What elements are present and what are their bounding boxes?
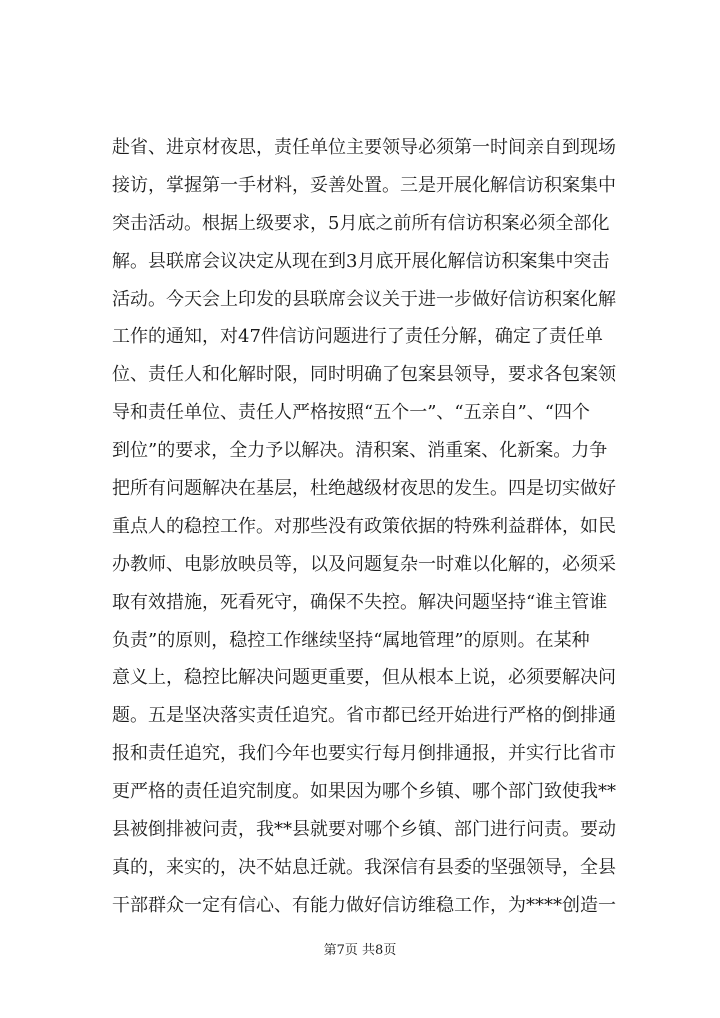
text-line: 县被倒排被问责，我**县就要对哪个乡镇、部门进行问责。要动 [112, 819, 616, 841]
body-text [112, 129, 632, 925]
text-line: 突击活动。根据上级要求，5月底之前所有信访积案必须全部化 [112, 212, 610, 234]
text-line: 接访，掌握第一手材料，妥善处置。三是开展化解信访积案集中 [112, 174, 616, 196]
text-line: 更严格的责任追究制度。如果因为哪个乡镇、哪个部门致使我** [112, 781, 616, 803]
text-line: 导和责任单位、责任人严格按照“五个一”、“五亲自”、“四个 [112, 402, 591, 424]
text-line: 取有效措施，死看死守，确保不失控。解决问题坚持“谁主管谁 [112, 591, 608, 613]
text-line: 题。五是坚决落实责任追究。省市都已经开始进行严格的倒排通 [112, 705, 616, 727]
text-line: 解。县联席会议决定从现在到3月底开展化解信访积案集中突击 [112, 250, 610, 272]
text-line: 干部群众一定有信心、有能力做好信访维稳工作，为****创造一 [112, 894, 616, 916]
text-line: 工作的通知，对47件信访问题进行了责任分解，确定了责任单 [112, 326, 603, 348]
text-line: 到位”的要求，全力予以解决。清积案、消重案、化新案。力争 [112, 440, 608, 462]
text-line: 报和责任追究，我们今年也要实行每月倒排通报，并实行比省市 [112, 743, 616, 765]
text-line: 真的，来实的，决不姑息迁就。我深信有县委的坚强领导，全县 [112, 856, 616, 878]
text-line: 负责”的原则，稳控工作继续坚持“属地管理”的原则。在某种 [112, 629, 590, 651]
text-line: 赴省、进京材夜思，责任单位主要领导必须第一时间亲自到现场 [112, 137, 616, 158]
text-line: 把所有问题解决在基层，杜绝越级材夜思的发生。四是切实做好 [112, 478, 616, 500]
text-line: 意义上，稳控比解决问题更重要，但从根本上说，必须要解决问 [112, 667, 616, 689]
text-line: 办教师、电影放映员等，以及问题复杂一时难以化解的，必须采 [112, 553, 616, 575]
text-line: 重点人的稳控工作。对那些没有政策依据的特殊利益群体，如民 [112, 515, 616, 537]
text-line: 活动。今天会上印发的县联席会议关于进一步做好信访积案化解 [112, 288, 616, 310]
text-line: 位、责任人和化解时限，同时明确了包案县领导，要求各包案领 [112, 364, 616, 386]
page-footer: 第7页 共8页 [323, 943, 397, 958]
